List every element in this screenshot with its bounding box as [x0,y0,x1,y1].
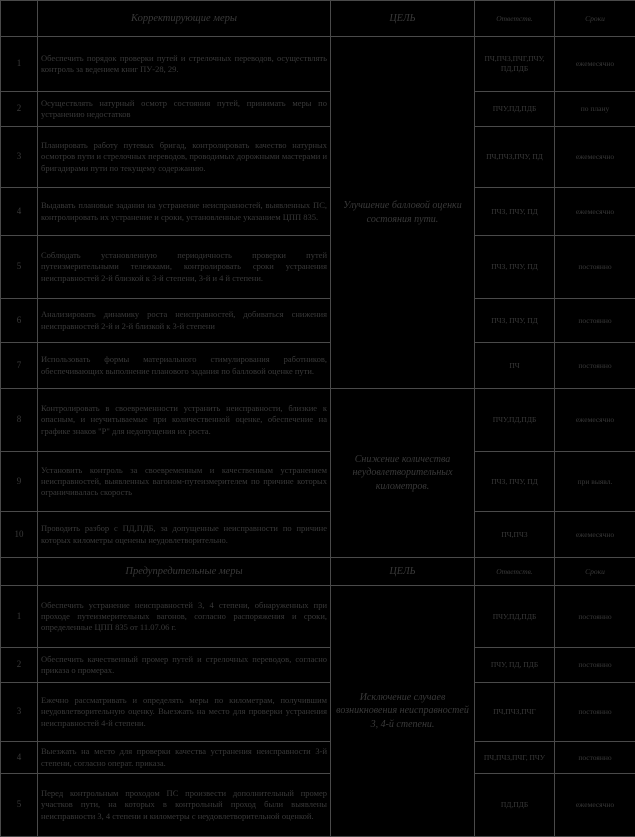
row-number: 1 [1,586,38,648]
row-number: 9 [1,452,38,512]
table-row [1,452,635,512]
row-term: ежемесячно [555,37,635,92]
row-executor: ПЧ,ПЧЗ,ПЧГ [475,683,555,742]
row-measure: Обеспечить устранение неисправностей 3, 4 степени, обнаруженных при проходе путеизмерительных вагонов, согласно распоряжения и сроки, определенные ЦПП 835 от 11.07.06 г. [38,586,331,648]
row-term: постоянно [555,299,635,343]
header-measures: Корректирующие меры [38,1,331,37]
row-term: постоянно [555,586,635,648]
row-measure: Перед контрольным проходом ПС произвести дополнительный промер участков пути, на которых в контрольный проход были выявлены неисправности 3, 4 степени и километры с неудовлетворительной оценкой. [38,774,331,837]
row-number: 10 [1,512,38,558]
table-row [1,389,635,452]
row-measure: Использовать формы материального стимулирования работников, обеспечивающих выполнение планового задания по балловой оценке пути. [38,343,331,389]
row-number: 8 [1,389,38,452]
row-executor: ПЧЗ, ПЧУ, ПД [475,299,555,343]
row-term: ежемесячно [555,127,635,188]
header-num-cell [1,1,38,37]
row-executor: ПЧУ, ПД, ПДБ [475,648,555,683]
table-row [1,648,635,683]
row-measure: Анализировать динамику роста неисправностей, добиваться снижения неисправностей 2-й и 2-й близкой к 3-й степени [38,299,331,343]
header-terms: Сроки [555,1,635,37]
header-executors: Ответств. [475,558,555,586]
row-number: 2 [1,648,38,683]
row-term: ежемесячно [555,774,635,837]
row-number: 2 [1,92,38,127]
table-row [1,774,635,837]
row-measure: Планировать работу путевых бригад, контролировать качество натурных осмотров пути и стрелочных переводов, проводимых дорожными мастерами и бригадирами пути по текущему содержанию. [38,127,331,188]
table-row [1,742,635,774]
header-num-cell [1,558,38,586]
row-measure: Выдавать плановые задания на устранение неисправностей, выявленных ПС, контролировать их устранение и сроки, установленные указанием ЦПП 835. [38,188,331,236]
row-measure: Обеспечить порядок проверки путей и стрелочных переводов, осуществлять контроль за ведением книг ПУ-28, 29. [38,37,331,92]
row-executor: ПЧЗ, ПЧУ, ПД [475,236,555,299]
row-executor: ПЧУ,ПД,ПДБ [475,586,555,648]
row-executor: ПЧ,ПЧЗ [475,512,555,558]
row-term: постоянно [555,236,635,299]
row-measure: Соблюдать установленную периодичность проверки путей путеизмерительными тележками, контролировать сроки устранения неисправностей 2-й близкой к 3-й степени, 3-й и 4 й степени. [38,236,331,299]
row-executor: ПЧЗ, ПЧУ, ПД [475,188,555,236]
table-row [1,92,635,127]
goal-improve-score: Улучшение балловой оценки состояния пути. [331,37,475,389]
row-term: постоянно [555,343,635,389]
row-executor: ПД,ПДБ [475,774,555,837]
table-row [1,586,635,648]
row-term: ежемесячно [555,188,635,236]
table-row [1,343,635,389]
row-executor: ПЧУ,ПД,ПДБ [475,92,555,127]
row-executor: ПЧУ,ПД,ПДБ [475,389,555,452]
row-number: 4 [1,188,38,236]
row-term: постоянно [555,683,635,742]
row-term: постоянно [555,742,635,774]
goal-reduce-bad-km: Снижение количества неудовлетворительных километров. [331,389,475,558]
table-row [1,37,635,92]
row-measure: Обеспечить качественный промер путей и стрелочных переводов, согласно приказа о промерах. [38,648,331,683]
row-number: 7 [1,343,38,389]
row-executor: ПЧЗ, ПЧУ, ПД [475,452,555,512]
row-number: 1 [1,37,38,92]
header-measures: Предупредительные меры [38,558,331,586]
row-term: ежемесячно [555,389,635,452]
header-goal: ЦЕЛЬ [331,1,475,37]
row-executor: ПЧ,ПЧЗ,ПЧУ, ПД [475,127,555,188]
row-executor: ПЧ,ПЧЗ,ПЧГ,ПЧУ, ПД,ПДБ [475,37,555,92]
row-number: 4 [1,742,38,774]
header-row-corrective [1,1,635,37]
row-number: 5 [1,774,38,837]
goal-exclude-faults: Исключение случаев возникновения неисправностей 3, 4-й степени. [331,586,475,837]
row-term: при выявл. [555,452,635,512]
row-number: 3 [1,127,38,188]
table-row [1,512,635,558]
row-measure: Осуществлять натурный осмотр состояния путей, принимать меры по устранению недостатков [38,92,331,127]
row-term: постоянно [555,648,635,683]
row-number: 3 [1,683,38,742]
row-executor: ПЧ,ПЧЗ,ПЧГ, ПЧУ [475,742,555,774]
header-goal: ЦЕЛЬ [331,558,475,586]
row-measure: Проводить разбор с ПД,ПДБ, за допущенные неисправности по причине которых километры оценены неудовлетворительно. [38,512,331,558]
row-term: по плану [555,92,635,127]
header-row-preventive [1,558,635,586]
row-measure: Ежечно рассматривать и определять меры по километрам, получившим неудовлетворительную оценку. Выезжать на место для проверки устранения неисправностей 4-й степени. [38,683,331,742]
table-row [1,236,635,299]
row-number: 6 [1,299,38,343]
table-row [1,299,635,343]
header-executors: Ответств. [475,1,555,37]
row-term: ежемесячно [555,512,635,558]
table-row [1,188,635,236]
row-number: 5 [1,236,38,299]
row-measure: Выезжать на место для проверки качества устранения неисправности 3-й степени, согласно операт. приказа. [38,742,331,774]
table-row [1,127,635,188]
row-measure: Установить контроль за своевременным и качественным устранением неисправностей, выявленных вагоном-путеизмерителем по причине которых ограничивалась скорость [38,452,331,512]
row-measure: Контролировать в своевременности устранить неисправности, близкие к опасным, и неучитываемые при количественной оценке, обеспечение на графике знаков "Р" для недопущения их роста. [38,389,331,452]
header-terms: Сроки [555,558,635,586]
row-executor: ПЧ [475,343,555,389]
table-row [1,683,635,742]
